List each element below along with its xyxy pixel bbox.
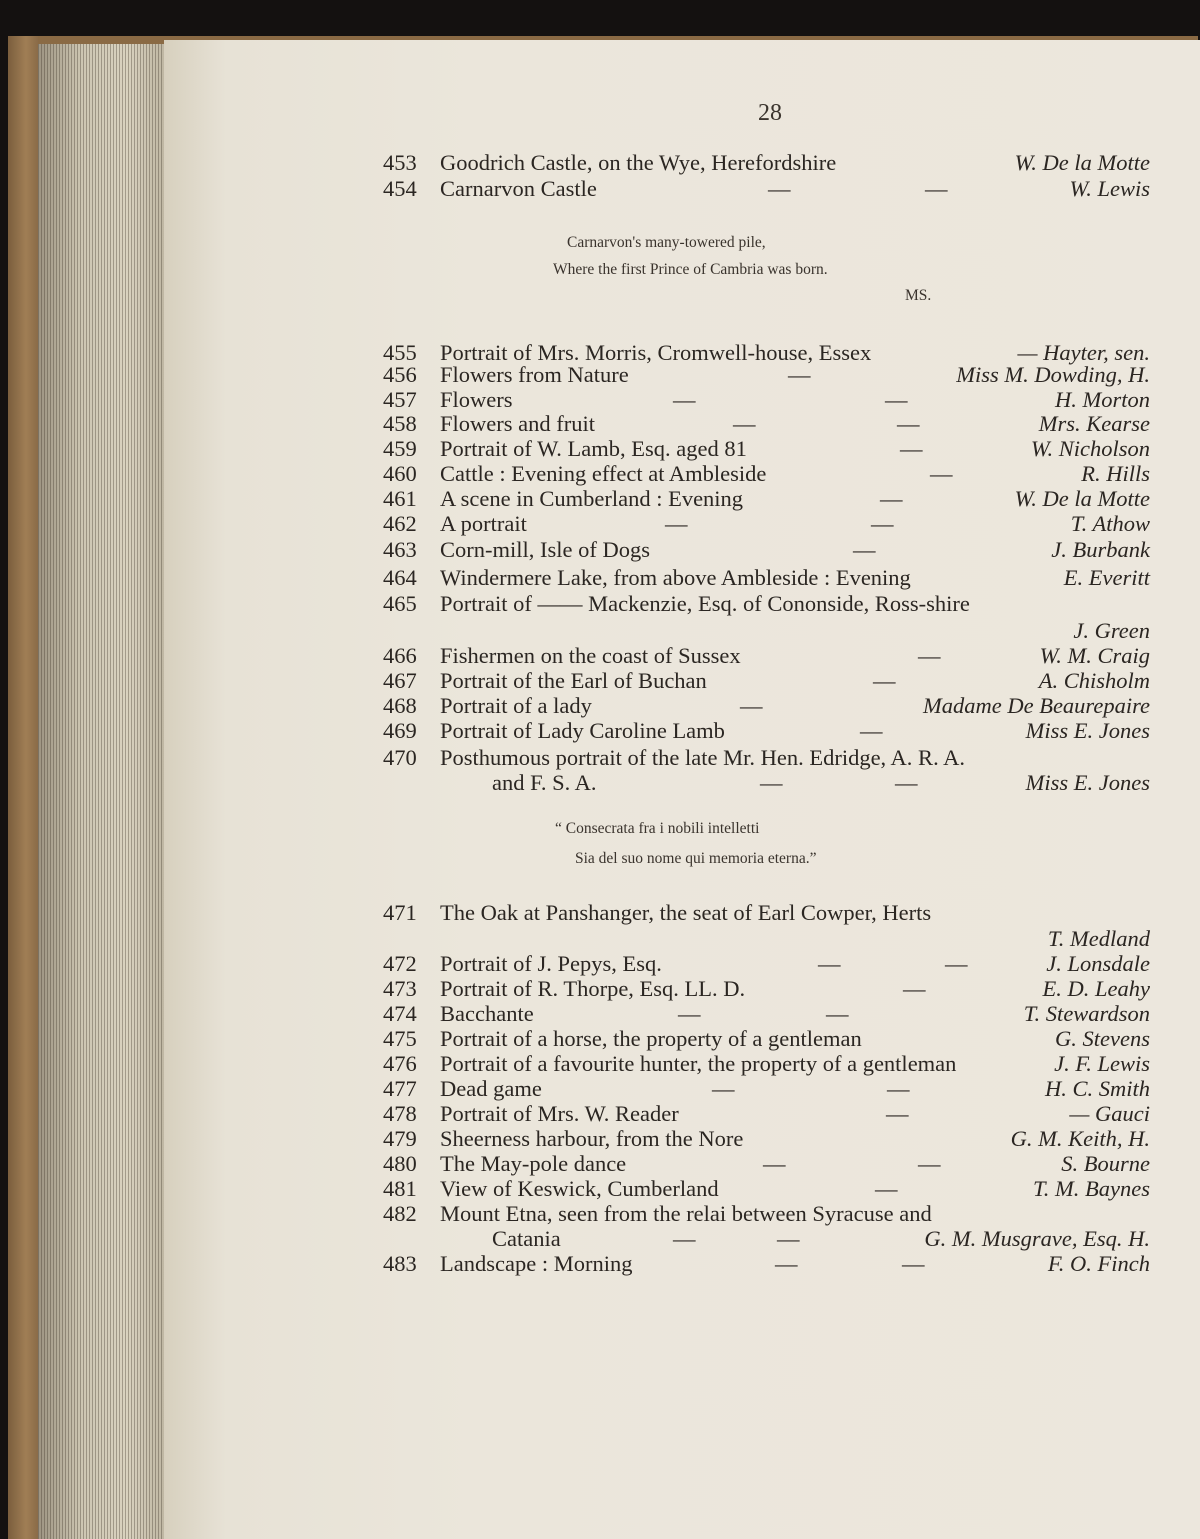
ditto-dash: — (918, 643, 941, 668)
entry-title: Windermere Lake, from above Ambleside : Evening (440, 565, 911, 590)
entry-artist: W. De la Motte (1014, 486, 1150, 511)
entry-title: Flowers from Nature (440, 362, 629, 387)
entry-number: 456 (383, 362, 417, 387)
entry-number: 477 (383, 1076, 417, 1101)
entry-number: 462 (383, 511, 417, 536)
entry-artist: — Gauci (1069, 1101, 1150, 1126)
ditto-dash: — (902, 1251, 925, 1276)
ditto-dash: — (853, 537, 876, 562)
entry-465-continued (0, 618, 1200, 644)
entry-title: Corn-mill, Isle of Dogs (440, 537, 650, 562)
entry-artist: Miss M. Dowding, H. (956, 362, 1150, 387)
entry-number: 476 (383, 1051, 417, 1076)
entry-458 (0, 411, 1200, 437)
entry-number: 469 (383, 718, 417, 743)
entry-title: Fishermen on the coast of Sussex (440, 643, 741, 668)
entry-title: Mount Etna, seen from the relai between Syracuse and (440, 1201, 932, 1226)
entry-title: Carnarvon Castle (440, 176, 597, 201)
entry-472 (0, 951, 1200, 977)
ditto-dash: — (895, 770, 918, 795)
entry-number: 482 (383, 1201, 417, 1226)
ditto-dash: — (871, 511, 894, 536)
entry-453 (0, 150, 1200, 176)
entry-artist: Mrs. Kearse (1038, 411, 1150, 436)
ditto-dash: — (903, 976, 926, 1001)
entry-461 (0, 486, 1200, 512)
ditto-dash: — (678, 1001, 701, 1026)
entry-number: 478 (383, 1101, 417, 1126)
entry-title: Portrait of a lady (440, 693, 592, 718)
entry-title: Sheerness harbour, from the Nore (440, 1126, 744, 1151)
entry-artist: J. Burbank (1051, 537, 1150, 562)
entry-artist: E. D. Leahy (1042, 976, 1150, 1001)
ditto-dash: — (740, 693, 763, 718)
entry-480 (0, 1151, 1200, 1177)
entry-456 (0, 362, 1200, 388)
entry-number: 459 (383, 436, 417, 461)
entry-title: Flowers and fruit (440, 411, 595, 436)
entry-title: Cattle : Evening effect at Ambleside (440, 461, 767, 486)
entry-artist: — Hayter, sen. (1017, 340, 1150, 365)
entry-title: Portrait of Mrs. Morris, Cromwell-house, Essex (440, 340, 872, 365)
entry-482 (0, 1201, 1200, 1227)
entry-469 (0, 718, 1200, 744)
entry-number: 455 (383, 340, 417, 365)
entry-number: 466 (383, 643, 417, 668)
entry-title: Landscape : Morning (440, 1251, 633, 1276)
entry-470-continued (0, 770, 1200, 796)
ditto-dash: — (788, 362, 811, 387)
ditto-dash: — (673, 387, 696, 412)
ditto-dash: — (930, 461, 953, 486)
ditto-dash: — (665, 511, 688, 536)
ditto-dash: — (875, 1176, 898, 1201)
ditto-dash: — (880, 486, 903, 511)
entry-title: The Oak at Panshanger, the seat of Earl Cowper, Herts (440, 900, 932, 925)
entry-number: 457 (383, 387, 417, 412)
entry-number: 472 (383, 951, 417, 976)
ditto-dash: — (826, 1001, 849, 1026)
ditto-dash: — (818, 951, 841, 976)
ditto-dash: — (775, 1251, 798, 1276)
entry-481 (0, 1176, 1200, 1202)
entry-title: Flowers (440, 387, 513, 412)
entry-artist: J. Lonsdale (1046, 951, 1150, 976)
entry-number: 467 (383, 668, 417, 693)
entry-475 (0, 1026, 1200, 1052)
entry-artist: J. F. Lewis (1054, 1051, 1150, 1076)
entry-title: Dead game (440, 1076, 542, 1101)
entry-artist: F. O. Finch (1047, 1251, 1150, 1276)
entry-459 (0, 436, 1200, 462)
ditto-dash: — (900, 436, 923, 461)
entry-471-continued (0, 926, 1200, 952)
ditto-dash: — (885, 387, 908, 412)
entry-title: Portrait of Lady Caroline Lamb (440, 718, 725, 743)
entry-number: 468 (383, 693, 417, 718)
entry-463 (0, 537, 1200, 563)
entry-number: 471 (383, 900, 417, 925)
entry-artist: W. Lewis (1069, 176, 1150, 201)
entry-number: 460 (383, 461, 417, 486)
entry-artist: R. Hills (1081, 461, 1150, 486)
entry-artist: G. M. Keith, H. (1010, 1126, 1150, 1151)
entry-460 (0, 461, 1200, 487)
entry-title: Posthumous portrait of the late Mr. Hen. Edridge, A. R. A. (440, 745, 965, 770)
entry-number: 464 (383, 565, 417, 590)
entry-457 (0, 387, 1200, 413)
ditto-dash: — (760, 770, 783, 795)
entry-artist: W. Nicholson (1030, 436, 1150, 461)
entry-467 (0, 668, 1200, 694)
entry-title: The May-pole dance (440, 1151, 627, 1176)
entry-artist: S. Bourne (1061, 1151, 1150, 1176)
epigraph-line: Sia del suo nome qui memoria eterna.” (575, 850, 817, 867)
ditto-dash: — (918, 1151, 941, 1176)
entry-471 (0, 900, 1200, 926)
entry-number: 458 (383, 411, 417, 436)
ditto-dash: — (673, 1226, 696, 1251)
epigraph-line: Carnarvon's many-towered pile, (567, 234, 766, 251)
entry-number: 475 (383, 1026, 417, 1051)
entry-artist: W. M. Craig (1039, 643, 1150, 668)
entry-artist: E. Everitt (1063, 565, 1150, 590)
entry-title: View of Keswick, Cumberland (440, 1176, 719, 1201)
entry-465 (0, 591, 1200, 617)
entry-473 (0, 976, 1200, 1002)
entry-number: 453 (383, 150, 417, 175)
entry-478 (0, 1101, 1200, 1127)
epigraph-source: MS. (905, 287, 932, 304)
entry-artist: H. Morton (1055, 387, 1150, 412)
ditto-dash: — (873, 668, 896, 693)
epigraph-line: Where the first Prince of Cambria was born. (553, 261, 828, 278)
ditto-dash: — (925, 176, 948, 201)
ditto-dash: — (897, 411, 920, 436)
entry-artist: Miss E. Jones (1025, 770, 1150, 795)
entry-title: Goodrich Castle, on the Wye, Herefordshire (440, 150, 837, 175)
epigraph-line: “ Consecrata fra i nobili intelletti (555, 820, 760, 837)
entry-470 (0, 745, 1200, 771)
entry-number: 465 (383, 591, 417, 616)
ditto-dash: — (763, 1151, 786, 1176)
entry-title: Portrait of R. Thorpe, Esq. LL. D. (440, 976, 746, 1001)
entry-483 (0, 1251, 1200, 1277)
entry-artist: G. Stevens (1055, 1026, 1150, 1051)
entry-artist: T. Medland (1047, 926, 1150, 951)
entry-artist: W. De la Motte (1014, 150, 1150, 175)
ditto-dash: — (733, 411, 756, 436)
ditto-dash: — (887, 1076, 910, 1101)
entry-number: 474 (383, 1001, 417, 1026)
ditto-dash: — (860, 718, 883, 743)
page-number: 28 (758, 100, 782, 126)
entry-artist: A. Chisholm (1038, 668, 1150, 693)
entry-464 (0, 565, 1200, 591)
entry-artist: T. M. Baynes (1032, 1176, 1150, 1201)
entry-artist: Miss E. Jones (1025, 718, 1150, 743)
entry-number: 483 (383, 1251, 417, 1276)
entry-number: 461 (383, 486, 417, 511)
entry-title: Portrait of the Earl of Buchan (440, 668, 707, 693)
ditto-dash: — (777, 1226, 800, 1251)
entry-476 (0, 1051, 1200, 1077)
entry-number: 481 (383, 1176, 417, 1201)
entry-number: 480 (383, 1151, 417, 1176)
ditto-dash: — (768, 176, 791, 201)
entry-title: A portrait (440, 511, 527, 536)
entry-title-continued: Catania (492, 1226, 561, 1251)
entry-title: Portrait of J. Pepys, Esq. (440, 951, 662, 976)
entry-title: Portrait of W. Lamb, Esq. aged 81 (440, 436, 747, 461)
entry-title: Portrait of a horse, the property of a gentleman (440, 1026, 862, 1051)
ditto-dash: — (886, 1101, 909, 1126)
entry-artist: T. Stewardson (1023, 1001, 1150, 1026)
entry-number: 479 (383, 1126, 417, 1151)
entry-artist: J. Green (1073, 618, 1150, 643)
entry-454 (0, 176, 1200, 202)
entry-number: 470 (383, 745, 417, 770)
entry-479 (0, 1126, 1200, 1152)
entry-artist: Madame De Beaurepaire (922, 693, 1150, 718)
entry-number: 463 (383, 537, 417, 562)
entry-468 (0, 693, 1200, 719)
entry-title: A scene in Cumberland : Evening (440, 486, 744, 511)
entry-artist: G. M. Musgrave, Esq. H. (924, 1226, 1150, 1251)
entry-title: Portrait of Mrs. W. Reader (440, 1101, 679, 1126)
entry-462 (0, 511, 1200, 537)
entry-artist: H. C. Smith (1044, 1076, 1150, 1101)
entry-466 (0, 643, 1200, 669)
entry-477 (0, 1076, 1200, 1102)
entry-482-continued (0, 1226, 1200, 1252)
ditto-dash: — (712, 1076, 735, 1101)
entry-title-continued: and F. S. A. (492, 770, 597, 795)
entry-title: Portrait of a favourite hunter, the property of a gentleman (440, 1051, 957, 1076)
entry-number: 454 (383, 176, 417, 201)
entry-number: 473 (383, 976, 417, 1001)
entry-title: Bacchante (440, 1001, 534, 1026)
ditto-dash: — (945, 951, 968, 976)
entry-title: Portrait of —— Mackenzie, Esq. of Cononside, Ross-shire (440, 591, 970, 616)
entry-474 (0, 1001, 1200, 1027)
entry-artist: T. Athow (1070, 511, 1150, 536)
